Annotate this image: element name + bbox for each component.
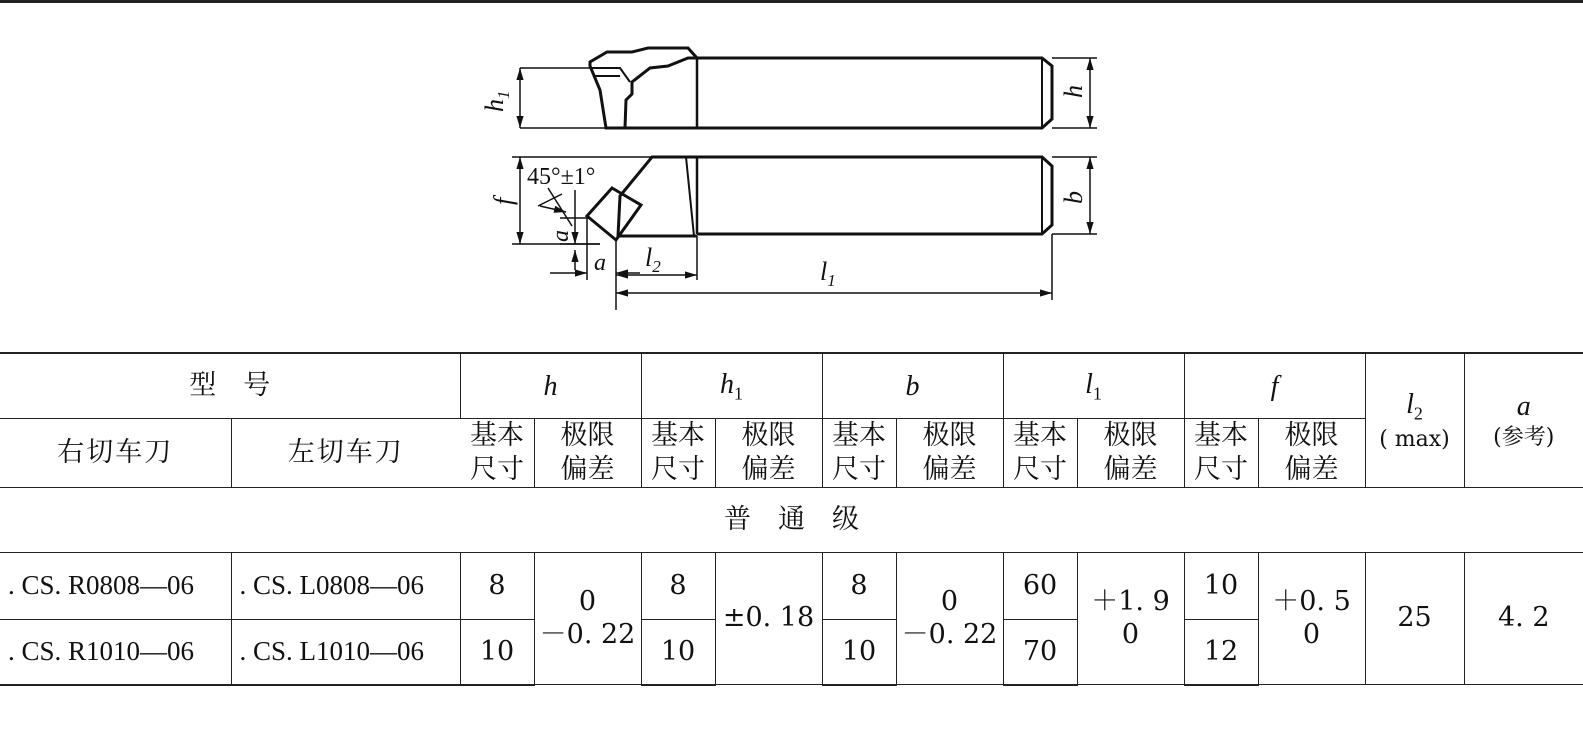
header-basic-size: 基本 尺寸 — [460, 419, 534, 488]
header-model-label: 型 号 — [189, 370, 271, 402]
grade-label: 普 通 级 — [0, 487, 1583, 552]
header-model — [0, 353, 460, 419]
h1-deviation: ±0. 18 — [715, 552, 822, 685]
h1-basic: 10 — [641, 619, 715, 685]
f-basic: 10 — [1184, 552, 1258, 619]
header-l1: $l_1$ — [1003, 353, 1184, 419]
table-row — [0, 552, 1583, 619]
left-cutter-model: . CS. L0808—06 — [231, 552, 460, 619]
header-a: a (参考) — [1464, 353, 1583, 487]
header-basic-size: 基本 尺寸 — [822, 419, 896, 488]
tool-head-plan — [618, 157, 697, 236]
header-h1: $h_1$ — [641, 353, 822, 419]
plan-view — [587, 157, 1052, 240]
header-basic-size: 基本 尺寸 — [1003, 419, 1077, 488]
h-basic: 10 — [460, 619, 534, 685]
dim-label-l2: $l_2$ — [645, 243, 661, 276]
b-deviation: 0 －0. 22 — [896, 552, 1003, 685]
l2-max: 25 — [1365, 552, 1464, 685]
dim-label-a-vertical: a — [548, 230, 574, 242]
header-basic-size: 基本 尺寸 — [641, 419, 715, 488]
left-cutter-model: . CS. L1010—06 — [231, 619, 460, 685]
l1-deviation: ＋1. 9 0 — [1077, 552, 1184, 685]
shank-plan-outline — [697, 157, 1052, 234]
f-basic: 12 — [1184, 619, 1258, 685]
header-limit-deviation: 极限 偏差 — [715, 419, 822, 488]
carbide-insert — [587, 188, 641, 240]
h-deviation: 0 －0. 22 — [534, 552, 641, 685]
h-basic: 8 — [460, 552, 534, 619]
l1-basic: 70 — [1003, 619, 1077, 685]
dim-label-f: f — [489, 197, 518, 205]
header-right-cutter: 右切车刀 — [0, 419, 231, 488]
b-basic: 8 — [822, 552, 896, 619]
a-reference: 4. 2 — [1464, 552, 1583, 685]
header-f: f — [1184, 353, 1365, 419]
right-cutter-model: . CS. R0808—06 — [0, 552, 231, 619]
dim-label-h: h — [1059, 85, 1088, 98]
header-left-cutter: 左切车刀 — [231, 419, 460, 488]
shank-top-outline — [697, 58, 1052, 128]
spec-table — [0, 352, 1583, 686]
dim-label-l1: $l_1$ — [820, 257, 836, 290]
l1-basic: 60 — [1003, 552, 1077, 619]
header-basic-size: 基本 尺寸 — [1184, 419, 1258, 488]
h1-basic: 8 — [641, 552, 715, 619]
header-b: b — [822, 353, 1003, 419]
b-basic: 10 — [822, 619, 896, 685]
dim-label-angle: 45°±1° — [527, 164, 596, 190]
right-cutter-model: . CS. R1010—06 — [0, 619, 231, 685]
header-l2: $l_2$ ( max) — [1365, 353, 1464, 487]
dim-label-b: b — [1059, 191, 1088, 204]
dim-label-a-horizontal: a — [594, 250, 606, 276]
header-limit-deviation: 极限 偏差 — [896, 419, 1003, 488]
header-limit-deviation: 极限 偏差 — [534, 419, 641, 488]
header-limit-deviation: 极限 偏差 — [1258, 419, 1365, 488]
f-deviation: ＋0. 5 0 — [1258, 552, 1365, 685]
header-h: h — [460, 353, 641, 419]
turning-tool-drawing — [0, 0, 1583, 352]
tool-head-side — [590, 48, 697, 128]
side-view — [590, 48, 1052, 128]
header-limit-deviation: 极限 偏差 — [1077, 419, 1184, 488]
dim-label-h1: $h_1$ — [480, 90, 513, 112]
